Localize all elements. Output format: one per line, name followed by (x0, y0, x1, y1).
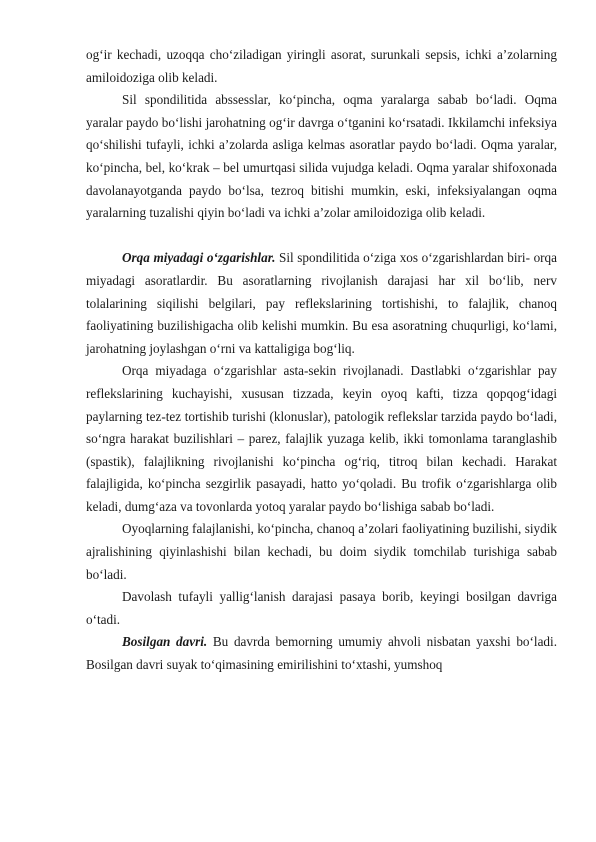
paragraph-spacer (86, 225, 557, 248)
paragraph-text: Sil spondilitida abssesslar, ko‘pincha, oqma yaralarga sabab bo‘ladi. Oqma yaralar paydo bo‘lishi jarohatning og‘ir davrga o‘tganini ko‘rsatadi. Ikkilamchi infeksiya qo‘shilishi tufayli, ichki a’zolarda asliga kelmas asoratlar paydo bo‘ladi. Oqma yaralar, ko‘pincha, bel, ko‘krak – bel umurtqasi silida vujudga keladi. Oqma yaralar shifoxonada davolanayotganda paydo bo‘lsa, tezroq bitishi mumkin, eski, infeksiyalangan oqma yaralarning tuzalishi qiyin bo‘ladi va ichki a’zolar amiloidoziga olib keladi. (86, 92, 557, 221)
paragraph-text: og‘ir kechadi, uzoqqa cho‘ziladigan yiringli asorat, surunkali sepsis, ichki a’zolarning amiloidoziga olib keladi. (86, 47, 557, 85)
paragraph-text: Orqa miyadaga o‘zgarishlar asta-sekin rivojlanadi. Dastlabki o‘zgarishlar pay reflekslarining kuchayishi, xususan tizzada, keyin oyoq kafti, tizza qopqog‘idagi paylarning tez-tez tortishib turishi (klonuslar), patologik reflekslar tarzida paydo bo‘ladi, so‘ngra harakat buzilishlari – parez, falajlik yuzaga kelib, ikki tomonlama taranglashib (spastik), falajlikning rivojlanishi ko‘pincha og‘riq, titroq bilan kechadi. Harakat falajligida, ko‘pincha sezgirlik pasayadi, hatto yo‘qoladi. Bu trofik o‘zgarishlarga olib keladi, dumg‘aza va tovonlarda yotoq yaralar paydo bo‘lishiga sabab bo‘ladi. (86, 363, 557, 514)
section-heading-remission: Bosilgan davri. (122, 634, 208, 650)
paragraph-5 (86, 518, 557, 586)
paragraph-3 (86, 247, 557, 360)
paragraph-text: Bu davrda bemorning umumiy ahvoli nisbatan yaxshi bo‘ladi. Bosilgan davri suyak to‘qimasining emirilishini to‘xtashi, yumshoq (86, 634, 557, 673)
paragraph-text: Oyoqlarning falajlanishi, ko‘pincha, chanoq a’zolari faoliyatining buzilishi, siydik ajralishining qiyinlashishi bilan kechadi, bu doim siydik tomchilab turishiga sabab bo‘ladi. (86, 521, 557, 582)
paragraph-6 (86, 586, 557, 631)
document-page (86, 44, 557, 677)
paragraph-text: Sil spondilitida o‘ziga xos o‘zgarishlardan biri- orqa miyadagi asoratlardir. Bu asoratlarning rivojlanish darajasi har xil bo‘lib, nerv tolalarining siqilishi belgilari, pay reflekslarining tortishishi, to falajlik, chanoq faoliyatining buzilishigacha olib kelishi mumkin. Bu esa asoratning chuqurligi, ko‘lami, jarohatning joylashgan o‘rni va kattaligiga bog‘liq. (86, 250, 558, 356)
paragraph-4 (86, 360, 557, 518)
paragraph-1 (86, 44, 557, 89)
paragraph-text: Davolash tufayli yallig‘lanish darajasi pasaya borib, keyingi bosilgan davriga o‘tadi. (86, 589, 557, 627)
paragraph-7 (86, 631, 557, 676)
section-heading-spinal-cord: Orqa miyadagi o‘zgarishlar. (122, 250, 276, 266)
paragraph-2 (86, 89, 557, 225)
